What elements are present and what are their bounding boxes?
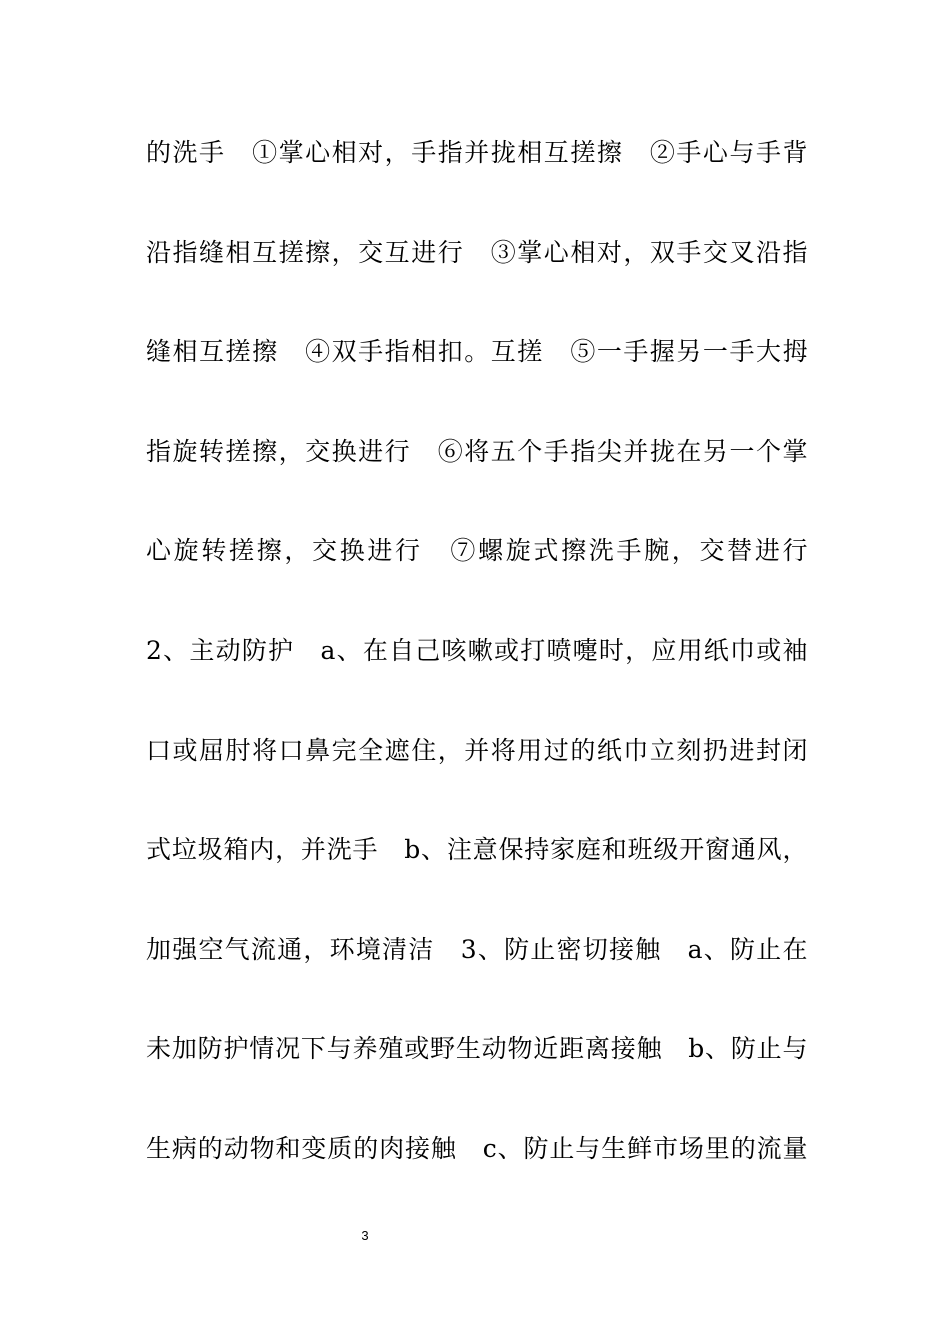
text-line: 式垃圾箱内，并洗手 b、注意保持家庭和班级开窗通风， [146,835,808,865]
text-line: 生病的动物和变质的肉接触 c、防止与生鲜市场里的流量 [146,1133,808,1163]
text-line: 加强空气流通，环境清洁 3、防止密切接触 a、防止在 [146,934,808,964]
text-line: 沿指缝相互搓擦，交互进行 ③掌心相对，双手交叉沿指 [146,237,808,267]
text-line: 缝相互搓擦 ④双手指相扣。互搓 ⑤一手握另一手大拇 [146,337,808,367]
text-line: 指旋转搓擦，交换进行 ⑥将五个手指尖并拢在另一个掌 [146,436,808,466]
text-line: 2、主动防护 a、在自己咳嗽或打喷嚏时，应用纸巾或袖 [146,635,808,665]
page-number: 3 [361,1228,369,1243]
text-line: 未加防护情况下与养殖或野生动物近距离接触 b、防止与 [146,1034,808,1064]
text-line: 的洗手 ①掌心相对，手指并拢相互搓擦 ②手心与手背 [146,138,808,167]
text-line: 心旋转搓擦，交换进行 ⑦螺旋式擦洗手腕，交替进行 [146,536,808,566]
body-text [146,128,808,1224]
text-line: 口或屈肘将口鼻完全遮住，并将用过的纸巾立刻扔进封闭 [146,735,808,765]
